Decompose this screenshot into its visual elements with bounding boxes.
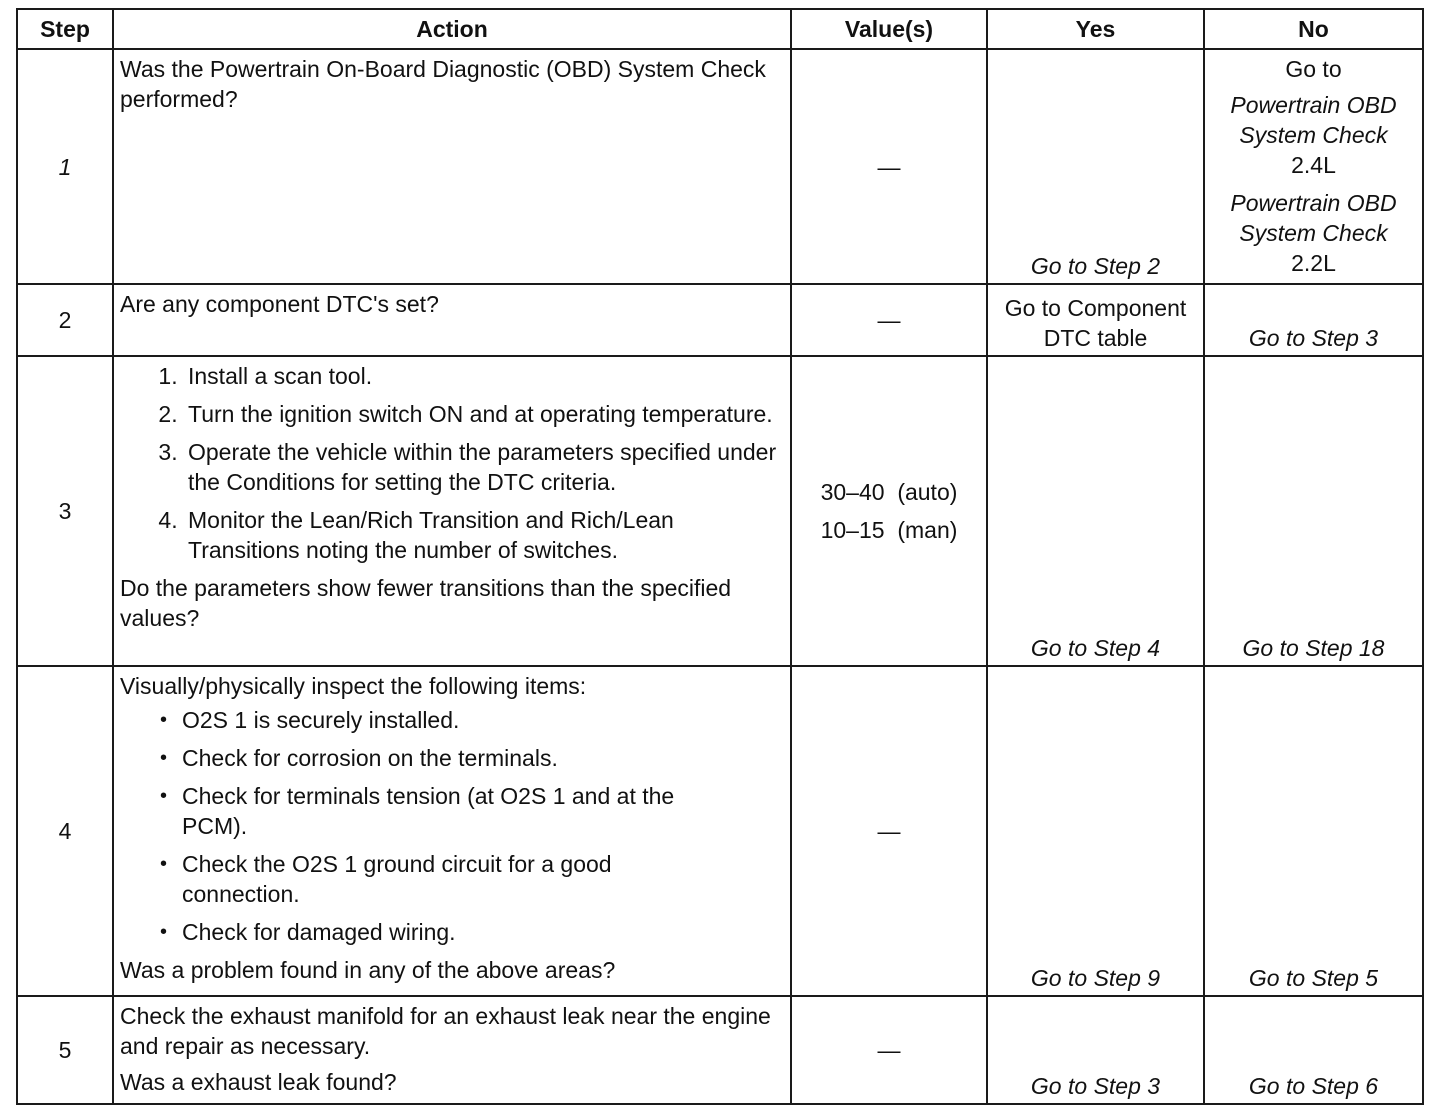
list-item: 3. Operate the vehicle within the parameters specified under the Conditions for setting the DTC criteria. <box>184 437 784 497</box>
bullet-icon: • <box>160 747 168 769</box>
no-cell <box>1204 996 1423 1104</box>
no-goto: Go to Step 3 <box>1248 325 1379 351</box>
no-ref-2-line-2: System Check <box>1239 220 1388 246</box>
list-item: 2. Turn the ignition switch ON and at operating temperature. <box>184 399 784 429</box>
table-row-step-1 <box>17 49 1423 284</box>
value-cell: — <box>791 666 987 996</box>
value-auto: 30–40 (auto) <box>820 479 958 505</box>
bullet-icon: • <box>160 785 168 807</box>
yes-cell <box>987 49 1204 284</box>
action-cell <box>113 666 791 996</box>
action-question: Was the Powertrain On-Board Diagnostic (OBD) System Check performed? <box>120 56 766 112</box>
action-question: Was a problem found in any of the above areas? <box>120 957 616 983</box>
no-goto: Go to Step 18 <box>1242 635 1385 661</box>
action-bullet-list <box>120 705 784 947</box>
no-cell <box>1204 666 1423 996</box>
list-item: 4. Monitor the Lean/Rich Transition and Rich/Lean Transitions noting the number of switches. <box>184 505 784 565</box>
yes-goto: Go to Step 3 <box>1030 1073 1161 1099</box>
action-question: Was a exhaust leak found? <box>120 1069 397 1095</box>
no-ref-1-line-2: System Check <box>1239 122 1388 148</box>
yes-cell <box>987 996 1204 1104</box>
action-intro: Visually/physically inspect the following items: <box>120 673 587 699</box>
yes-cell <box>987 356 1204 666</box>
action-cell <box>113 49 791 284</box>
bullet-icon: • <box>160 921 168 943</box>
no-cell <box>1204 49 1423 284</box>
list-item <box>160 917 784 947</box>
action-question: Are any component DTC's set? <box>120 291 439 317</box>
list-item <box>160 705 784 735</box>
action-cell <box>113 284 791 356</box>
header-step: Step <box>17 9 113 49</box>
step-number: 3 <box>17 356 113 666</box>
action-steps-list <box>120 361 784 565</box>
no-ref-1-engine: 2.4L <box>1291 152 1336 178</box>
value-cell: — <box>791 996 987 1104</box>
value-cell <box>791 356 987 666</box>
yes-cell: Go to Component DTC table <box>987 284 1204 356</box>
header-action: Action <box>113 9 791 49</box>
bullet-icon: • <box>160 853 168 875</box>
header-no: No <box>1204 9 1423 49</box>
list-item-text: O2S 1 is securely installed. <box>182 707 460 733</box>
no-goto: Go to Step 6 <box>1248 1073 1379 1099</box>
no-ref-2-engine: 2.2L <box>1291 250 1336 276</box>
no-goto-intro: Go to <box>1285 56 1342 82</box>
header-yes: Yes <box>987 9 1204 49</box>
action-question: Do the parameters show fewer transitions than the specified values? <box>120 575 732 631</box>
action-cell <box>113 996 791 1104</box>
step-number: 4 <box>17 666 113 996</box>
value-cell: — <box>791 284 987 356</box>
list-item <box>160 781 702 841</box>
list-item-text: Check for corrosion on the terminals. <box>182 745 558 771</box>
header-row <box>17 9 1423 49</box>
yes-cell <box>987 666 1204 996</box>
diagnostic-table <box>16 8 1424 1105</box>
yes-goto: Go to Step 9 <box>1030 965 1161 991</box>
bullet-icon: • <box>160 709 168 731</box>
value-cell: — <box>791 49 987 284</box>
no-cell <box>1204 284 1423 356</box>
list-item-text: Check for terminals tension (at O2S 1 and at the PCM). <box>182 783 675 839</box>
table-row-step-5 <box>17 996 1423 1104</box>
header-values: Value(s) <box>791 9 987 49</box>
list-item-text: Check for damaged wiring. <box>182 919 456 945</box>
action-cell <box>113 356 791 666</box>
no-ref-1-line-1: Powertrain OBD <box>1230 92 1397 118</box>
list-item <box>160 743 784 773</box>
table-row-step-3 <box>17 356 1423 666</box>
list-item-text: Check the O2S 1 ground circuit for a good connection. <box>182 851 612 907</box>
list-item: 1. Install a scan tool. <box>184 361 784 391</box>
value-manual: 10–15 (man) <box>820 517 958 543</box>
no-cell <box>1204 356 1423 666</box>
no-ref-2-line-1: Powertrain OBD <box>1230 190 1397 216</box>
step-number: 1 <box>17 49 113 284</box>
list-item <box>160 849 622 909</box>
step-number: 2 <box>17 284 113 356</box>
table-row-step-4 <box>17 666 1423 996</box>
table-row-step-2 <box>17 284 1423 356</box>
no-goto: Go to Step 5 <box>1248 965 1379 991</box>
step-number: 5 <box>17 996 113 1104</box>
action-instruction: Check the exhaust manifold for an exhaust leak near the engine and repair as necessary. <box>120 1003 771 1059</box>
yes-goto: Go to Step 2 <box>1030 253 1161 279</box>
yes-goto: Go to Step 4 <box>1030 635 1161 661</box>
